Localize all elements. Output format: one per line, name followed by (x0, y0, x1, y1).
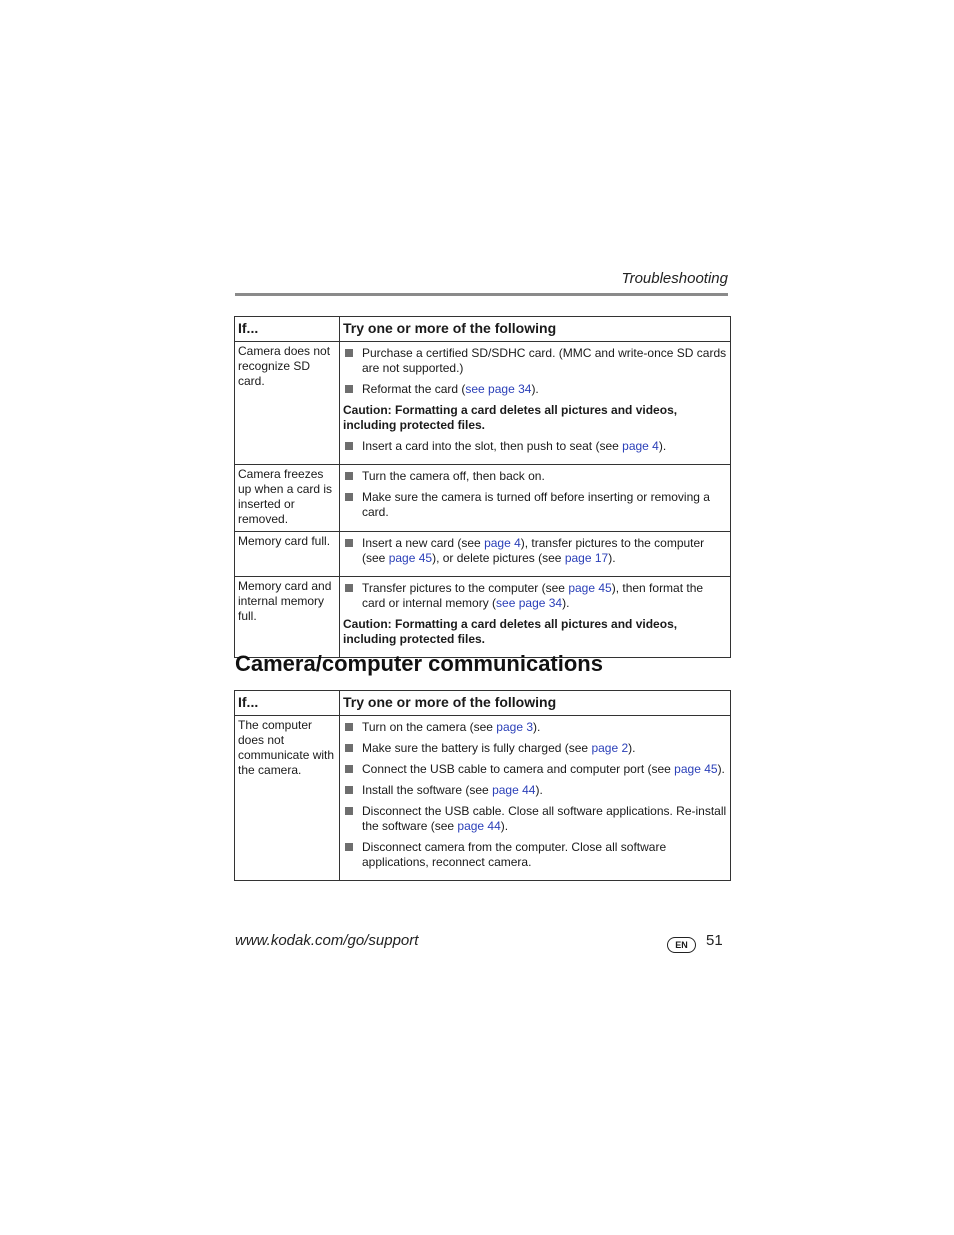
list-item (343, 741, 727, 756)
page-link[interactable]: page 45 (674, 762, 718, 776)
condition-cell: Camera freezes up when a card is inserted or removed. (235, 465, 340, 532)
page-link[interactable]: page 45 (388, 551, 433, 565)
caution-note: Caution: Formatting a card deletes all pictures and videos, including protected files. (343, 403, 678, 432)
page-link[interactable]: see page 34 (496, 596, 563, 610)
list-item (343, 804, 727, 834)
column-header-if: If... (235, 317, 340, 342)
item-text: Disconnect the USB cable. Close all software applications. Re-install the software (see (362, 804, 727, 833)
item-text: Insert a card into the slot, then push to seat (see (362, 439, 623, 453)
list-item (343, 382, 727, 397)
solution-list (343, 536, 727, 566)
square-bullet-icon (345, 843, 353, 851)
page-link[interactable]: page 4 (484, 536, 521, 550)
condition-cell: Memory card and internal memory full. (235, 577, 340, 658)
item-text: ). (628, 741, 636, 755)
footer-url: www.kodak.com/go/support (235, 932, 419, 949)
solution-list (343, 581, 727, 611)
item-text: Connect the USB cable to camera and computer port (see (362, 762, 675, 776)
page-link[interactable]: page 4 (622, 439, 659, 453)
square-bullet-icon (345, 807, 353, 815)
page-link[interactable]: see page 34 (465, 382, 532, 396)
item-text: Make sure the battery is fully charged (see (362, 741, 592, 755)
item-text: ). (500, 819, 509, 833)
table-body (235, 716, 731, 881)
item-text: Insert a new card (see (362, 536, 485, 550)
item-text: ). (535, 783, 543, 797)
solution-list (343, 469, 727, 520)
solution-list (343, 346, 727, 397)
item-text: ). (562, 596, 570, 610)
page-link[interactable]: page 2 (591, 741, 629, 755)
list-item (343, 720, 727, 735)
page-link[interactable]: page 45 (568, 581, 612, 595)
page-number: 51 (706, 932, 723, 949)
solution-list (343, 439, 727, 454)
table-header-row (235, 691, 731, 716)
condition-cell: The computer does not communicate with the camera. (235, 716, 340, 881)
square-bullet-icon (345, 723, 353, 731)
item-text: Turn on the camera (see (362, 720, 497, 734)
table-row (235, 465, 731, 532)
item-text: Purchase a certified SD/SDHC card. (MMC and write-once SD cards are not supported.) (362, 346, 727, 375)
item-text: Transfer pictures to the computer (see (362, 581, 569, 595)
square-bullet-icon (345, 493, 353, 501)
caution-note: Caution: Formatting a card deletes all pictures and videos, including protected files. (343, 617, 678, 646)
square-bullet-icon (345, 744, 353, 752)
page-link[interactable]: page 3 (496, 720, 533, 734)
square-bullet-icon (345, 442, 353, 450)
column-header-try: Try one or more of the following (340, 317, 731, 342)
solution-cell (340, 532, 731, 577)
square-bullet-icon (345, 472, 353, 480)
solution-cell (340, 716, 731, 881)
column-header-try: Try one or more of the following (340, 691, 731, 716)
section-title: Camera/computer communications (235, 651, 603, 676)
column-header-if: If... (235, 691, 340, 716)
solution-cell (340, 465, 731, 532)
list-item (343, 840, 727, 870)
list-item (343, 439, 727, 454)
square-bullet-icon (345, 385, 353, 393)
list-item (343, 490, 727, 520)
page-link[interactable]: page 17 (564, 551, 609, 565)
table-header-row (235, 317, 731, 342)
list-item (343, 346, 727, 376)
troubleshooting-table (234, 316, 731, 658)
item-text: ). (533, 720, 541, 734)
item-text: ). (608, 551, 616, 565)
table-row (235, 577, 731, 658)
list-item (343, 762, 727, 777)
list-item (343, 783, 727, 798)
item-text: Install the software (see (362, 783, 493, 797)
item-text: ), then format the card or internal memory ( (362, 581, 704, 610)
item-text: ), transfer pictures to the computer (see (362, 536, 705, 565)
solution-cell (340, 577, 731, 658)
table-body (235, 342, 731, 658)
item-text: ), or delete pictures (see (432, 551, 565, 565)
list-item (343, 536, 727, 566)
item-text: Reformat the card ( (362, 382, 466, 396)
condition-cell: Camera does not recognize SD card. (235, 342, 340, 465)
solution-list (343, 720, 727, 870)
table-row (235, 342, 731, 465)
square-bullet-icon (345, 786, 353, 794)
list-item (343, 581, 727, 611)
square-bullet-icon (345, 539, 353, 547)
page-link[interactable]: page 44 (457, 819, 501, 833)
item-text: ). (531, 382, 539, 396)
solution-cell (340, 342, 731, 465)
language-badge: EN (667, 937, 696, 953)
table-row (235, 716, 731, 881)
item-text: ). (717, 762, 725, 776)
condition-cell: Memory card full. (235, 532, 340, 577)
table-row (235, 532, 731, 577)
square-bullet-icon (345, 584, 353, 592)
item-text: Make sure the camera is turned off before inserting or removing a card. (362, 490, 710, 519)
running-header: Troubleshooting (621, 270, 728, 287)
list-item (343, 469, 727, 484)
item-text: Disconnect camera from the computer. Close all software applications, reconnect camera. (362, 840, 667, 869)
header-rule (235, 293, 728, 296)
item-text: ). (658, 439, 667, 453)
item-text: Turn the camera off, then back on. (362, 469, 545, 483)
square-bullet-icon (345, 765, 353, 773)
page-link[interactable]: page 44 (492, 783, 536, 797)
square-bullet-icon (345, 349, 353, 357)
communications-table (234, 690, 731, 881)
